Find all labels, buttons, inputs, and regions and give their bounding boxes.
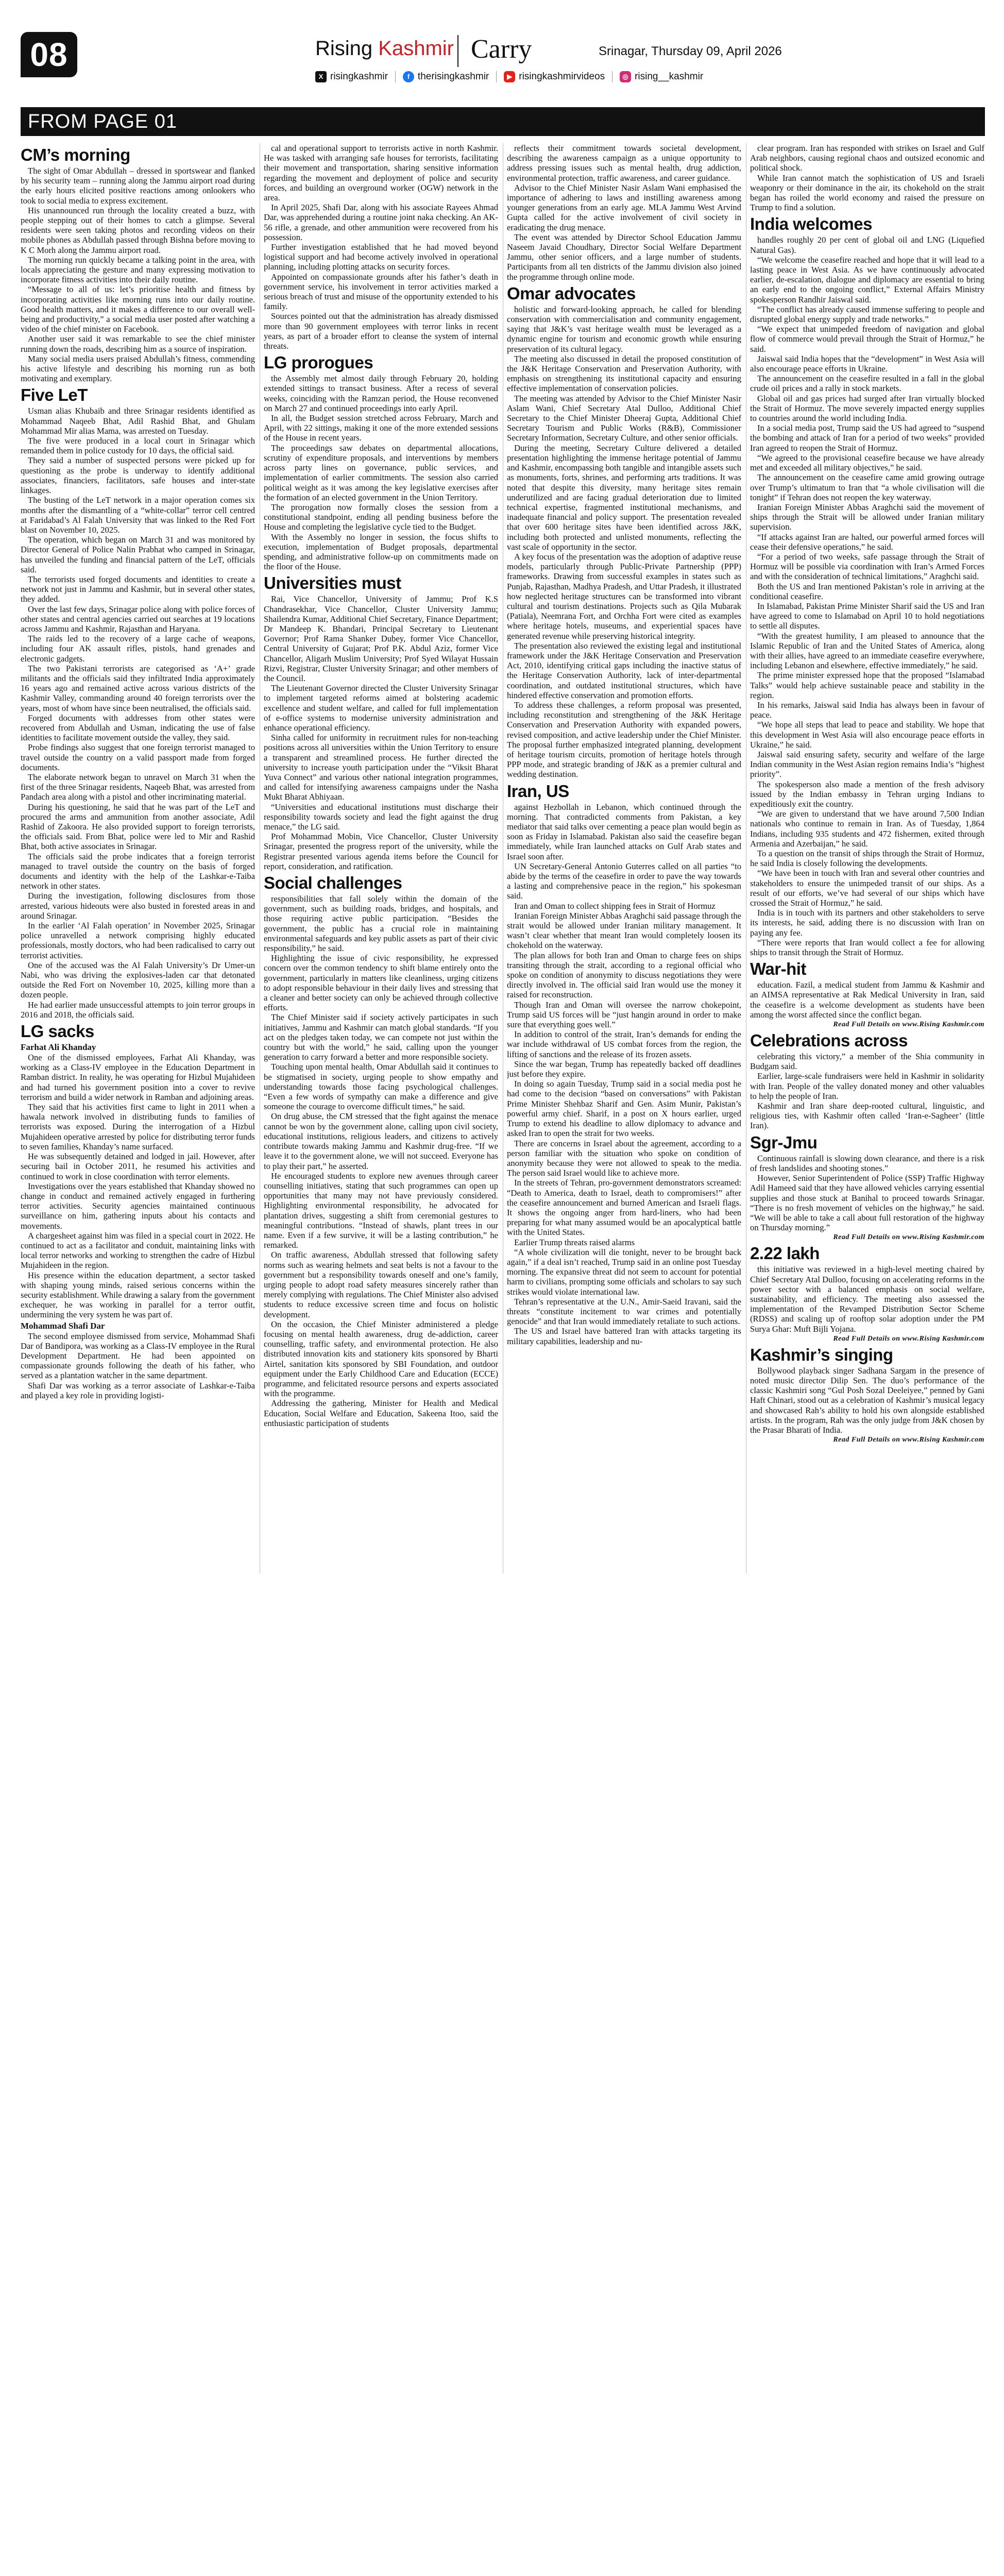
article-paragraph: Appointed on compassionate grounds after his father’s death in government service, his involvement in terror activities marked a serious breach of trust and misuse of the opportunity extended to his family. [264,272,498,312]
article-paragraph: In the streets of Tehran, pro-government demonstrators screamed: “Death to America, death to Israel, death to compromisers!” after the ceasefire announcement and burned American and Israeli flags. It shows the ongoing anger from hard-liners, who had been preparing for what many assumed would be an apocalyptical battle with the United States. [507,1178,741,1238]
article-paragraph: clear program. Iran has responded with strikes on Israel and Gulf Arab neighbors, causing regional chaos and outsized economic and political shock. [750,143,984,173]
article-paragraph: During the investigation, following disclosures from those arrested, various hideouts were also busted in forested areas in and around Srinagar. [21,891,255,921]
article-paragraph: During the meeting, Secretary Culture delivered a detailed presentation highlighting the immense heritage potential of Jammu and Kashmir, encompassing both tangible and intangible assets such as monuments, forts, shrines, and performing arts traditions. It was noted that despite this diversity, many heritage sites remain underutilized and are facing gradual deterioration due to limited technical expertise, fragmented institutional mechanisms, and inadequate financial and policy support. The presentation revealed that over 600 heritage sites have been identified across J&K, including both protected and unlisted monuments, reflecting the vast scale of opportunity in the sector. [507,443,741,552]
brand-name-part1: Rising [315,37,379,60]
social-link-x[interactable] [315,71,388,82]
article-paragraph: In a social media post, Trump said the US had agreed to “suspend the bombing and attack of Iran for a period of two weeks” provided Iran agreed to reopen the Strait of Hormuz. [750,423,984,453]
article-paragraph: The meeting was attended by Advisor to the Chief Minister Nasir Aslam Wani, Chief Secretary Atal Dulloo, Additional Chief Secretary to the Chief Minister Dheeraj Gupta, Additional Chief Secretary Tourism and Public Works (R&B), Commissioner Secretary Information, Secretary Culture, and other senior officials. [507,393,741,443]
article-paragraph: The busting of the LeT network in a major operation comes six months after the dismantling of a “white-collar” terror cell centred at Faridabad’s Al Falah University that was linked to the Red Fort blast on November 10, 2025. [21,495,255,535]
read-more-link[interactable]: Read Full Details on www.Rising Kashmir.com [833,1334,984,1343]
article-paragraph: The meeting also discussed in detail the proposed constitution of the J&K Heritage Conservation and Preservation Authority, with emphasis on strengthening its institutional capacity and ensuring effective implementation of conservation policies. [507,353,741,394]
social-link-instagram[interactable] [620,71,703,82]
article-paragraph: The US and Israel have battered Iran with attacks targeting its military capabilities, leadership and nu- [507,1326,741,1346]
article-paragraph: In doing so again Tuesday, Trump said in a social media post he had come to the decision “based on conversations” with Pakistan Prime Minister Shehbaz Sharif and Gen. Asim Munir, Pakistan’s powerful army chief. Sharif, in a post on X hours earlier, urged Trump to extend his deadline to allow diplomacy to advance and asked Iran to open the strait for two weeks. [507,1079,741,1139]
article-paragraph: The announcement on the ceasefire came amid growing outrage over Trump’s ultimatum to Iran that “a whole civilisation will die tonight” if Tehran does not reopen the key waterway. [750,472,984,502]
article-paragraph: “We agreed to the provisional ceasefire because we have already met and exceeded all military objectives,” he said. [750,452,984,473]
article-paragraph: The terrorists used forged documents and identities to create a network not just in Jammu and Kashmir, but in several other states, they added. [21,574,255,604]
article-subheading: Farhat Ali Khanday [21,1042,96,1053]
article-paragraph: Over the last few days, Srinagar police along with police forces of other states and central agencies carried out searches at 19 locations across Jammu and Kashmir, Rajasthan and Haryana. [21,604,255,634]
read-more-link[interactable]: Read Full Details on www.Rising Kashmir.com [833,1021,984,1029]
section-title: Carry [471,35,532,64]
article-paragraph: “We are given to understand that we have around 7,500 Indian nationals who continue to remain in Iran. As of Tuesday, 1,864 Indians, including 935 students and 472 fishermen, exited through Armenia and Azerbaijan,” he said. [750,809,984,849]
article-paragraph: Earlier, large-scale fundraisers were held in Kashmir in solidarity with Iran. People of the valley donated money and other valuables to help the people of Iran. [750,1071,984,1101]
article-paragraph: The sight of Omar Abdullah – dressed in sportswear and flanked by his security team – running along the Jammu airport road during the early hours elicited positive reactions among onlookers who took to social media to express excitement. [21,166,255,206]
section-banner: FROM PAGE 01 [21,107,985,136]
article-paragraph: Jaiswal said ensuring safety, security and welfare of the large Indian community in the West Asian region remains India’s “highest priority”. [750,749,984,779]
article-paragraph: India is in touch with its partners and other stakeholders to serve its interests, he said, adding there is no discussion with Iran on paying any fee. [750,908,984,938]
article-paragraph: The plan allows for both Iran and Oman to charge fees on ships transiting through the strait, according to a regional official who spoke on condition of anonymity to discuss negotiations they were directly involved in. The official said Iran would use the money it raised for reconstruction. [507,950,741,1000]
article-paragraph: Continuous rainfall is slowing down clearance, and there is a risk of fresh landslides and shooting stones.” [750,1153,984,1173]
article-paragraph: Touching upon mental health, Omar Abdullah said it continues to be stigmatised in society, urging people to show empathy and understanding towards those facing psychological challenges. “Even a few words of sympathy can make a difference and give someone the courage to overcome difficult times,” he said. [264,1062,498,1112]
article-paragraph: “The conflict has already caused immense suffering to people and disrupted global energy supply and trade networks.” [750,304,984,325]
article-paragraph: In all, the Budget session stretched across February, March and April, with 22 sittings, making it one of the more extended sessions of the House in recent years. [264,413,498,443]
article-paragraph: They said a number of suspected persons were picked up for questioning as the probe is underway to identify additional associates, financiers, facilitators, safe houses and inter-state linkages. [21,455,255,496]
article-paragraph: The event was attended by Director School Education Jammu Naseem Javaid Choudhary, Director Social Welfare Department Jammu, other senior officers, and a large number of students. Participants from all ten districts of the Jammu division also joined the programme through online mode. [507,232,741,282]
article-paragraph: His unannounced run through the locality created a buzz, with people stepping out of their homes to catch a glimpse. Several residents were seen taking photos and recording videos on their mobile phones as Abdullah passed through Bishna before moving to K C Morh along the Jammu airport road. [21,205,255,255]
article-paragraph: The spokesperson also made a mention of the fresh advisory issued by the Indian embassy in Tehran urging Indians to expeditiously exit the country. [750,779,984,809]
article-paragraph: The announcement on the ceasefire resulted in a fall in the global crude oil prices and a rally in stock markets. [750,374,984,394]
page-number: 08 [21,32,77,77]
article-paragraph: The operation, which began on March 31 and was monitored by Director General of Police Nalin Prabhat who camped in Srinagar, has unveiled the funding and financial pattern of the LeT, officials said. [21,535,255,574]
divider [395,71,396,82]
masthead-divider [457,35,458,67]
read-more-link[interactable]: Read Full Details on www.Rising Kashmir.com [833,1233,984,1242]
article-paragraph: In his remarks, Jaiswal said India has always been in favour of peace. [750,700,984,720]
article-paragraph: Further investigation established that he had moved beyond logistical support and had become actively involved in operational planning, including plotting attacks on security forces. [264,242,498,272]
article-paragraph: “We have been in touch with Iran and several other countries and stakeholders to ensure the unimpeded transit of our ships. As a result of our efforts, we’ve had several of our ships which have crossed the Strait of Hormuz,” he said. [750,868,984,908]
article-paragraph: During his questioning, he said that he was part of the LeT and procured the arms and ammunition from another associate, Adil Rashid of Zakoora. He also provided support to foreign terrorists, the officials said. From Bhat, police were led to Mir and Rashid Bhat, both active associates in Srinagar. [21,802,255,852]
article-paragraph: holistic and forward-looking approach, he called for blending conservation with commercialisation and community engagement, saying that J&K’s vast heritage wealth must be leveraged as a dynamic engine for tourism and economic growth while ensuring preservation of its cultural legacy. [507,304,741,354]
article-paragraph: On traffic awareness, Abdullah stressed that following safety norms such as wearing helmets and seat belts is not a favour to the government but a responsibility towards oneself and one’s family, urging people to adopt road safety measures sincerely rather than merely complying with regulations. The Chief Minister also advised students to reduce excessive screen time and focus on holistic development. [264,1250,498,1319]
article-paragraph: However, Senior Superintendent of Police (SSP) Traffic Highway Adil Hameed said that they have allowed vehicles carrying essential supplies and those stuck at Banihal to proceed towards Srinagar. “There is no fresh movement of vehicles on the highway,” he said. “We will be able to take a call about full restoration of the highway on Thursday morning.” [750,1173,984,1233]
column-4 [750,143,984,1573]
article-paragraph: this initiative was reviewed in a high-level meeting chaired by Chief Secretary Atal Dulloo, focusing on accelerating reforms in the power sector with a balanced emphasis on social welfare, sustainability, and efficiency. The meeting also assessed the implementation of the Revamped Distribution Sector Scheme (RDSS) and scaling up of rooftop solar adoption under the PM Surya Ghar: Muft Bijli Yojana. [750,1264,984,1334]
article-headline: Sgr-Jmu [750,1132,818,1152]
article-paragraph: Advisor to the Chief Minister Nasir Aslam Wani emphasised the importance of adhering to laws and instilling awareness among younger generations from an early age. MLA Jammu West Arvind Gupta called for the active involvement of civil society in eradicating the drug menace. [507,182,741,232]
article-paragraph: There are concerns in Israel about the agreement, according to a person familiar with the situation who spoke on condition of anonymity because they were not allowed to speak to the media. The person said Israel would like to achieve more. [507,1138,741,1178]
article-paragraph: With the Assembly no longer in session, the focus shifts to execution, implementation of Budget proposals, departmental spending, and administrative follow-up on commitments made on the floor of the House. [264,532,498,572]
divider [496,71,497,82]
article-paragraph: To address these challenges, a reform proposal was presented, including reconstitution and strengthening of the J&K Heritage Conservation and Preservation Authority with expanded powers, revised composition, and active leadership under the Chief Minister. The proposal further emphasized integrated planning, development of heritage tourism circuits, promotion of heritage hotels through PPP mode, and strategic branding of J&K as a premier cultural and wedding destination. [507,700,741,779]
article-paragraph: The presentation also reviewed the existing legal and institutional framework under the J&K Heritage Conservation and Preservation Act, 2010, identifying critical gaps including the inactive status of the Heritage Conservation Authority, lack of inter-departmental coordination, and outdated institutional structures, which have hindered effective conservation and promotion efforts. [507,640,741,700]
article-paragraph: “Message to all of us: let’s prioritise health and fitness by incorporating activities like morning runs into our daily routine. Good health matters, and it makes a difference to our overall well-being and productivity,” a social media user posted after watching a video of the chief minister on Facebook. [21,284,255,334]
article-paragraph: Usman alias Khubaib and three Srinagar residents identified as Mohammad Naqeeb Bhat, Adil Rashid Bhat, and Ghulam Mohammad Mir alias Mama, was arrested on Tuesday. [21,406,255,436]
article-paragraph: The officials said the probe indicates that a foreign terrorist managed to travel outside the country on the basis of forged documents and identity with the help of the Lashkar-e-Taiba network in other states. [21,851,255,891]
article-paragraph: A key focus of the presentation was the adoption of adaptive reuse models, particularly through Public-Private Partnership (PPP) frameworks. Drawing from successful examples in states such as Punjab, Rajasthan, Madhya Pradesh, and Uttar Pradesh, it illustrated how neglected heritage structures can be transformed into vibrant cultural and tourism destinations. Projects such as Qila Mubarak (Patiala), Neemrana Fort, and Orchha Fort were cited as examples where heritage hotels, museums, and experiential spaces have generated revenue while preserving historical integrity. [507,551,741,641]
dateline: Srinagar, Thursday 09, April 2026 [599,44,782,58]
article-paragraph: While Iran cannot match the sophistication of US and Israeli weaponry or their dominance in the air, its chokehold on the strait began has roiled the world economy and raised the pressure on Trump to find a solution. [750,173,984,213]
article-paragraph: Iranian Foreign Minister Abbas Araghchi said the movement of ships through the Strait will be allowed under Iranian military supervision. [750,502,984,532]
article-paragraph: The Chief Minister said if society actively participates in such initiatives, Jammu and Kashmir can match global standards. “If you act on the pledges taken today, we can compete not just within the country but with the world,” he said, calling upon the younger generation to carry forward a better and more responsible society. [264,1012,498,1062]
article-paragraph: responsibilities that fall solely within the domain of the government, such as building roads, bridges, and hospitals, and those requiring active public participation. “Besides the government, the public has a crucial role in maintaining environmental safeguards and key public assets as part of their civic responsibility,” he said. [264,894,498,954]
article-paragraph: Many social media users praised Abdullah’s fitness, commending his active lifestyle and describing his morning run as both motivating and exemplary. [21,353,255,384]
column-1 [21,143,255,1573]
article-paragraph: The elaborate network began to unravel on March 31 when the first of the three Srinagar residents, Naqeeb Bhat, was arrested from Pandach area along with a pistol and other incriminating material. [21,772,255,802]
article-paragraph: Addressing the gathering, Minister for Health and Medical Education, Social Welfare and Education, Sakeena Itoo, said the enthusiastic participation of students [264,1398,498,1428]
article-paragraph: In Islamabad, Pakistan Prime Minister Sharif said the US and Iran have agreed to come to Islamabad on April 10 to hold negotiations to settle all disputes. [750,601,984,631]
article-paragraph: Sources pointed out that the administration has already dismissed more than 90 government employees with terror links in recent years, as part of a broader effort to cleanse the system of internal threats. [264,311,498,351]
article-paragraph: The two Pakistani terrorists are categorised as ‘A+’ grade militants and the officials said they infiltrated India approximately 16 years ago and remained active across various districts of the Kashmir Valley, commanding around 40 foreign terrorists over the years, most of whom have since been neutralised, the officials said. [21,663,255,713]
article-paragraph: He had earlier made unsuccessful attempts to join terror groups in 2016 and 2018, the officials said. [21,999,255,1020]
article-paragraph: “For a period of two weeks, safe passage through the Strait of Hormuz will be possible via coordination with Iran’s Armed Forces and with the consideration of technical limitations,” Araghchi said. [750,551,984,582]
article-headline: Kashmir’s singing [750,1345,893,1364]
article-paragraph: In the earlier ‘Al Falah operation’ in November 2025, Srinagar police unravelled a network comprising highly educated professionals, mostly doctors, who had been radicalised to carry out terrorist activities. [21,921,255,960]
article-headline: Celebrations across [750,1031,908,1050]
facebook-icon: f [403,71,414,82]
article-paragraph: handles roughly 20 per cent of global oil and LNG (Liquefied Natural Gas). [750,235,984,255]
x-icon: X [315,71,327,82]
article-paragraph: In addition to control of the strait, Iran’s demands for ending the war include withdrawal of US combat forces from the region, the lifting of sanctions and the release of its frozen assets. [507,1029,741,1059]
article-paragraph: against Hezbollah in Lebanon, which continued through the morning. That contradicted comments from Pakistan, a key mediator that said talks over cementing a peace plan would begin as soon as Friday in Islamabad. Pakistan also said the ceasefire began immediately, while Iran launched attacks on Gulf Arab states and Israel soon after. [507,802,741,861]
article-paragraph: “With the greatest humility, I am pleased to announce that the Islamic Republic of Iran and the United States of America, along with their allies, have agreed to an immediate ceasefire everywhere, including Lebanon and elsewhere, effective immediately,” he said. [750,631,984,671]
article-paragraph: Iran and Oman to collect shipping fees in Strait of Hormuz [514,901,716,911]
article-paragraph: “We hope all steps that lead to peace and stability. We hope that this development in West Asia will also encourage peace efforts in Ukraine,” he said. [750,720,984,750]
instagram-icon: ◎ [620,71,631,82]
article-paragraph: His presence within the education department, a sector tasked with shaping young minds, raised serious concerns within the security establishment. While drawing a salary from the government exchequer, he was working in parallel for a terror outfit, undermining the very system he was part of. [21,1270,255,1320]
article-paragraph: Probe findings also suggest that one foreign terrorist managed to travel outside the country on a valid passport made from forged documents. [21,742,255,772]
article-headline: Iran, US [507,781,569,801]
social-handle: rising__kashmir [635,71,704,82]
article-paragraph: Since the war began, Trump has repeatedly backed off deadlines just before they expire. [507,1059,741,1079]
article-headline: Social challenges [264,873,402,893]
article-paragraph: The prorogation now formally closes the session from a constitutional standpoint, ending all pending business before the House and completing the legislative cycle tied to the Budget. [264,502,498,532]
article-headline: War-hit [750,959,806,979]
article-paragraph: Iranian Foreign Minister Abbas Araghchi said passage through the strait would be allowed under Iranian military management. It wasn’t clear whether that meant Iran would completely loosen its chokehold on the waterway. [507,910,741,951]
article-paragraph: cal and operational support to terrorists active in north Kashmir. He was tasked with arranging safe houses for terrorists, facilitating their movement and transportation, sharing sensitive information regarding the movement and deployment of police and security forces, and building an overground worker (OGW) network in the area. [264,143,498,203]
article-paragraph: One of the dismissed employees, Farhat Ali Khanday, was working as a Class-IV employee in the Education Department in Ramban district. In reality, he was operating for Hizbul Mujahideen and had turned his government position into a cover to revive terrorism and build a wider network in Ramban and adjoining areas. [21,1053,255,1102]
article-paragraph: education. Fazil, a medical student from Jammu & Kashmir and an AIMSA representative at Rak Medical University in Iran, said the ceasefire is a welcome development as students have been among the worst affected since the conflict began. [750,980,984,1020]
article-subheading: Mohammad Shafi Dar [21,1320,105,1331]
article-paragraph: The Lieutenant Governor directed the Cluster University Srinagar to implement targeted reforms aimed at bolstering academic excellence and student welfare, and called for full implementation of e-office systems to modernise university administration and enhance operational efficiency. [264,683,498,733]
article-paragraph: He encouraged students to explore new avenues through career counselling initiatives, stating that such programmes can open up opportunities that many may not have previously considered. Highlighting environmental responsibility, he advocated for plantation drives, suggesting a shift from ceremonial gestures to meaningful contributions. “Instead of shawls, plant trees in our name. Even if a few survive, it will be a lasting contribution,” he remarked. [264,1171,498,1250]
article-paragraph: He was subsequently detained and lodged in jail. However, after securing bail in October 2011, he resumed his activities and continued to work in close coordination with terror elements. [21,1151,255,1181]
article-paragraph: Bollywood playback singer Sadhana Sargam in the presence of noted music director Dilip Sen. The duo’s performance of the classic Kashmiri song “Gul Posh Sozal Deeleiyee,” penned by Gani Haft Chinari, stood out as a celebration of Kashmir’s musical legacy and showcased Rah’s ability to hold his own alongside established artists. In the program, Rah was the only judge from J&K chosen by the Prasar Bharati of India. [750,1365,984,1435]
article-paragraph: “Universities and educational institutions must discharge their responsibility towards society and lead the fight against the drug menace,” the LG said. [264,802,498,832]
article-paragraph: Both the US and Iran mentioned Pakistan’s role in arriving at the conditional ceasefire. [750,581,984,601]
article-paragraph: Though Iran and Oman will oversee the narrow chokepoint, Trump said US forces will be “just hangin around in order to make sure that everything goes well.” [507,999,741,1030]
article-paragraph: The second employee dismissed from service, Mohammad Shafi Dar of Bandipora, was working as a Class-IV employee in the Rural Development Department. He had been appointed on compassionate grounds following the death of his father, who served as a plantation watcher in the same department. [21,1331,255,1381]
article-paragraph: In April 2025, Shafi Dar, along with his associate Rayees Ahmad Dar, was apprehended during a routine joint naka checking. An AK-56 rifle, a grenade, and other ammunition were recovered from his possession. [264,202,498,242]
article-headline: 2.22 lakh [750,1244,820,1263]
read-more-link[interactable]: Read Full Details on www.Rising Kashmir.com [833,1436,984,1444]
social-handles [315,69,710,84]
youtube-icon: ▶ [504,71,515,82]
article-paragraph: One of the accused was the Al Falah University’s Dr Umer-un Nabi, who was driving the explosives-laden car that detonated outside the Red Fort on November 10, 2025, killing more than a dozen people. [21,960,255,1000]
article-paragraph: the Assembly met almost daily through February 20, holding extended sittings to transact business. After a recess of several weeks, coinciding with the Ramzan period, the House reconvened on March 27 and continued proceedings into early April. [264,374,498,413]
article-paragraph: On the occasion, the Chief Minister administered a pledge focusing on mental health awareness, drug de-addiction, career counselling, traffic safety, and environmental protection. He also distributed innovation kits and stationery kits sponsored by Bharti Airtel, sanitation kits sponsored by SBI Foundation, and outdoor equipment under the Early Childhood Care and Education (ECCE) programme, and felicitated resource persons and experts associated with the programme. [264,1319,498,1399]
article-paragraph: Jaiswal said India hopes that the “development” in West Asia will also encourage peace efforts in Ukraine. [750,353,984,374]
article-paragraph: Earlier Trump threats raised alarms [514,1237,635,1247]
masthead [0,0,1004,113]
article-paragraph: reflects their commitment towards societal development, describing the awareness campaign as a unique opportunity to address pressing issues such as mental health, drug addiction, environmental protection, traffic awareness, and career guidance. [507,143,741,183]
article-headline: LG prorogues [264,353,373,372]
social-handle: risingkashmirvideos [519,71,605,82]
social-link-facebook[interactable] [403,71,489,82]
brand-name-part2: Kashmir [378,37,454,60]
article-paragraph: “We welcome the ceasefire reached and hope that it will lead to a lasting peace in West Asia. As we have continuously advocated earlier, de-escalation, dialogue and diplomacy are essential to bring an early end to the ongoing conflict,” External Affairs Ministry spokesperson Randhir Jaiswal said. [750,255,984,304]
article-paragraph: Forged documents with addresses from other states were recovered from Abdullah and Usman, indicating the use of false identities to facilitate movement outside the valley, they said. [21,713,255,743]
article-headline: India welcomes [750,214,872,234]
social-handle: risingkashmir [330,71,388,82]
social-handle: therisingkashmir [417,71,489,82]
article-paragraph: On drug abuse, the CM stressed that the fight against the menace cannot be won by the government alone, calling upon civil society, educational institutions, religious leaders, and citizens to actively contribute towards making Jammu and Kashmir drug-free. “If we leave it to the government alone, we will not succeed. Everyone has to play their part,” he asserted. [264,1111,498,1171]
article-paragraph: The prime minister expressed hope that the proposed “Islamabad Talks” would help achieve sustainable peace and stability in the region. [750,670,984,700]
article-paragraph: The five were produced in a local court in Srinagar which remanded them in police custody for 10 days, the official said. [21,436,255,456]
article-headline: Five LeT [21,385,88,405]
article-paragraph: Highlighting the issue of civic responsibility, he expressed concern over the common tendency to shift blame entirely onto the government, particularly in matters like cleanliness, urging citizens to adopt responsible behaviour in their daily lives and stressing that a cleaner and better society can only be achieved through collective efforts. [264,953,498,1013]
article-paragraph: Investigations over the years established that Khanday showed no change in conduct and remained actively engaged in furthering terror activities. Security agencies maintained continuous surveillance on him, gathering inputs about his contacts and movements. [21,1181,255,1231]
article-paragraph: The proceedings saw debates on departmental allocations, scrutiny of expenditure proposals, and interventions by members across party lines on governance, public services, and implementation of earlier commitments. The session also carried political weight as it was among the key legislative exercises after the formation of an elected government in the Union Territory. [264,443,498,502]
article-headline: Omar advocates [507,283,636,303]
social-link-youtube[interactable] [504,71,605,82]
brand-logo[interactable] [315,37,454,60]
article-paragraph: “A whole civilization will die tonight, never to be brought back again,” if a deal isn’t reached, Trump said in an online post Tuesday morning. The expansive threat did not seem to account for potential harm to civilians, prompting some officials and scholars to say such strikes would violate international law. [507,1247,741,1297]
article-paragraph: Another user said it was remarkable to see the chief minister running down the roads, describing him as a source of inspiration. [21,334,255,354]
article-paragraph: To a question on the transit of ships through the Strait of Hormuz, he said India is closely following the developments. [750,849,984,869]
article-paragraph: Global oil and gas prices had surged after Iran virtually blocked the Strait of Hormuz. The move severely impacted energy supplies to countries around the world including India. [750,393,984,423]
article-paragraph: celebrating this victory,” a member of the Shia community in Budgam said. [750,1052,984,1072]
article-paragraph: Kashmir and Iran share deep-rooted cultural, linguistic, and religious ties, with Kashmir often called ‘Iran-e-Sagheer’ (little Iran). [750,1101,984,1131]
article-paragraph: “If attacks against Iran are halted, our powerful armed forces will cease their defensive operations,” he said. [750,532,984,552]
article-headline: LG sacks [21,1022,94,1041]
article-paragraph: The raids led to the recovery of a large cache of weapons, including four AK assault rifles, pistols, hand grenades and electronic gadgets. [21,634,255,664]
column-3 [507,143,741,1573]
article-paragraph: UN Secretary-General Antonio Guterres called on all parties “to abide by the terms of the ceasefire in order to pave the way towards a lasting and comprehensive peace in the region,” his spokesman said. [507,861,741,901]
article-paragraph: Shafi Dar was working as a terror associate of Lashkar-e-Taiba and played a key role in providing logisti- [21,1380,255,1400]
article-paragraph: Tehran’s representative at the U.N., Amir-Saeid Iravani, said the threats “constitute incitement to war crimes and potentially genocide” and that Iran would immediately retaliate to such actions. [507,1296,741,1327]
article-paragraph: Sinha called for uniformity in recruitment rules for non-teaching positions across all universities within the Union Territory to ensure a transparent and streamlined process. He further directed the university to increase youth participation under the “Viksit Bharat Yuva Connect” and various other national integration programmes, and called for intensifying awareness campaigns under the Nasha Mukt Bharat Abhiyaan. [264,733,498,802]
article-paragraph: Prof Mohammad Mobin, Vice Chancellor, Cluster University Srinagar, presented the progress report of the university, while the Registrar presented various agenda items before the Council for report, consideration, and ratification. [264,832,498,871]
article-headline: Universities must [264,573,401,593]
column-2 [264,143,498,1573]
article-paragraph: Rai, Vice Chancellor, University of Jammu; Prof K.S Chandrasekhar, Vice Chancellor, Cluster University Jammu; Shailendra Kumar, Additional Chief Secretary, Finance Department; Dr Mandeep K. Bhandari, Principal Secretary to Lieutenant Governor; Prof Rama Shanker Dubey, former Vice Chancellor, Central University of Gujarat; Prof P.K. Abdul Aziz, former Vice Chancellor, Aligarh Muslim University; Prof Syed Wilayat Hussain Rizvi, Registrar, Cluster University Srinagar; and other members of the Council. [264,594,498,683]
print-marks [0,1587,1004,1605]
article-paragraph: The morning run quickly became a talking point in the area, with locals appreciating the gesture and many expressing motivation to incorporate fitness activities into their daily routine. [21,255,255,285]
article-paragraph: “There were reports that Iran would collect a fee for allowing ships to transit through the Strait of Hormuz. [750,937,984,958]
article-paragraph: A chargesheet against him was filed in a special court in 2022. He continued to act as a facilitator and conduit, maintaining links with local terror networks and working to strengthen the cadre of Hizbul Mujahideen in the region. [21,1230,255,1270]
article-paragraph: “We expect that unimpeded freedom of navigation and global flow of commerce would prevail through the Strait of Hormuz,” he said. [750,324,984,354]
article-headline: CM’s morning [21,145,130,164]
article-paragraph: They said that his activities first came to light in 2011 when a hawala network involved in distributing funds to families of terrorists was exposed. During the interrogation of a Hizbul Mujahideen operative arrested by police for distributing terror funds to seven families, Khanday’s name surfaced. [21,1102,255,1151]
